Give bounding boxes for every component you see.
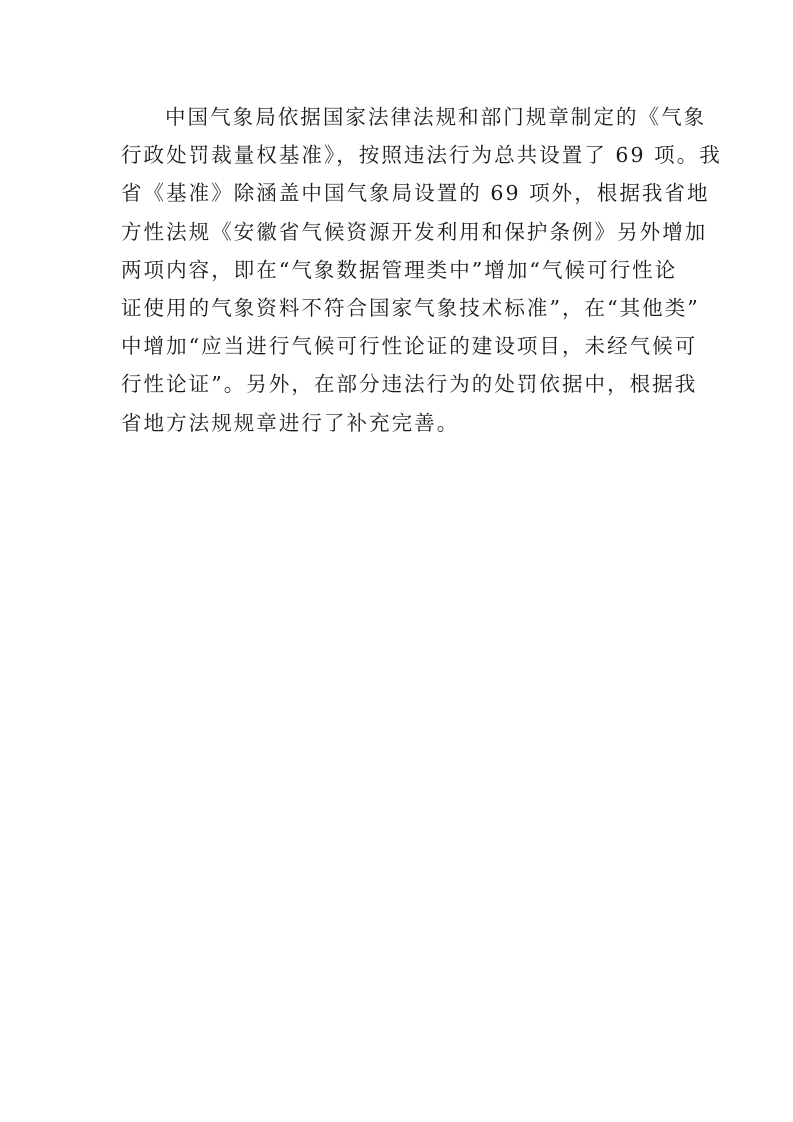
paragraph-line: 方性法规《安徽省气候资源开发利用和保护条例》另外增加 <box>121 219 708 244</box>
paragraph-line: 证使用的气象资料不符合国家气象技术标准”，在“其他类” <box>121 295 700 320</box>
paragraph-line: 省《基准》除涵盖中国气象局设置的 69 项外，根据我省地 <box>121 181 710 206</box>
paragraph-line: 行性论证”。另外，在部分违法行为的处罚依据中，根据我 <box>121 372 698 397</box>
paragraph-line: 中国气象局依据国家法律法规和部门规章制定的《气象 <box>165 105 707 129</box>
paragraph-line: 两项内容，即在“气象数据管理类中”增加“气候可行性论 <box>121 257 678 282</box>
paragraph-line: 行政处罚裁量权基准》，按照违法行为总共设置了 69 项。我 <box>121 143 722 168</box>
paragraph-line: 中增加“应当进行气候可行性论证的建设项目，未经气候可 <box>121 334 698 359</box>
body-paragraph <box>121 98 722 442</box>
paragraph-line: 省地方法规规章进行了补充完善。 <box>121 410 460 435</box>
